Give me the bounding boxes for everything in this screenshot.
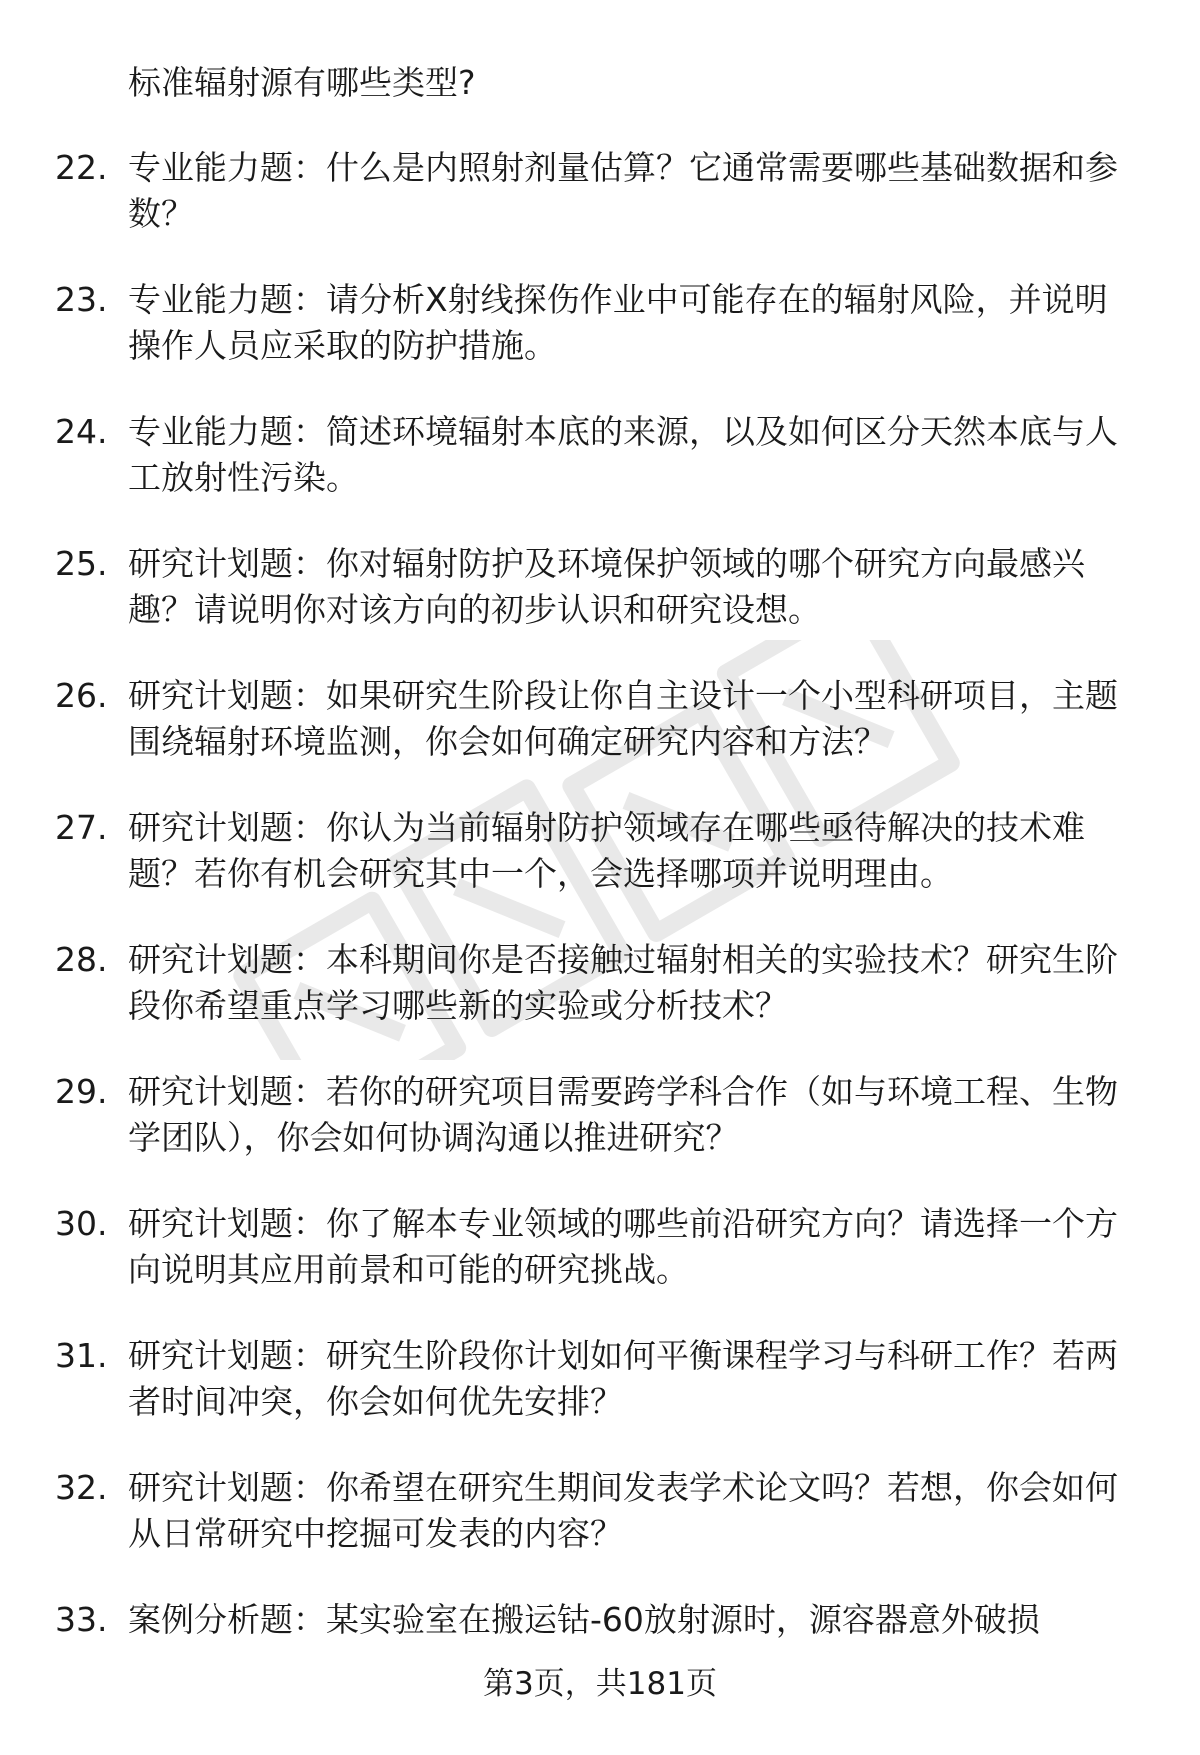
question-text: 研究计划题：你希望在研究生期间发表学术论文吗？若想，你会如何从日常研究中挖掘可发表的内容？	[128, 1468, 1118, 1553]
question-text: 研究计划题：若你的研究项目需要跨学科合作（如与环境工程、生物学团队），你会如何协调沟通以推进研究？	[128, 1072, 1118, 1157]
question-item	[0, 277, 1200, 409]
question-number: 30.	[55, 1204, 108, 1243]
question-number: 25.	[55, 544, 108, 583]
question-number: 33.	[55, 1600, 108, 1639]
question-number: 23.	[55, 280, 108, 319]
question-number: 27.	[55, 808, 108, 847]
question-text: 专业能力题：什么是内照射剂量估算？它通常需要哪些基础数据和参数？	[128, 148, 1118, 233]
page-footer: 第3页，共181页	[483, 1666, 717, 1702]
question-item	[0, 673, 1200, 805]
question-item	[0, 145, 1200, 277]
question-text: 专业能力题：请分析X射线探伤作业中可能存在的辐射风险，并说明操作人员应采取的防护措施。	[128, 280, 1108, 365]
question-number: 26.	[55, 676, 108, 715]
question-item	[0, 805, 1200, 937]
question-item	[0, 1333, 1200, 1465]
question-number: 29.	[55, 1072, 108, 1111]
question-item	[0, 1069, 1200, 1201]
question-text: 专业能力题：简述环境辐射本底的来源，以及如何区分天然本底与人工放射性污染。	[128, 412, 1118, 497]
question-number: 24.	[55, 412, 108, 451]
question-text: 研究计划题：如果研究生阶段让你自主设计一个小型科研项目，主题围绕辐射环境监测，你会如何确定研究内容和方法？	[128, 676, 1118, 761]
question-item	[0, 937, 1200, 1069]
question-text: 案例分析题：某实验室在搬运钴-60放射源时，源容器意外破损	[128, 1600, 1040, 1639]
question-item	[0, 409, 1200, 541]
question-text: 研究计划题：研究生阶段你计划如何平衡课程学习与科研工作？若两者时间冲突，你会如何优先安排？	[128, 1336, 1118, 1421]
lead-text: 标准辐射源有哪些类型?	[128, 63, 476, 102]
question-text: 研究计划题：你对辐射防护及环境保护领域的哪个研究方向最感兴趣？请说明你对该方向的初步认识和研究设想。	[128, 544, 1085, 629]
question-number: 32.	[55, 1468, 108, 1507]
question-text: 研究计划题：你了解本专业领域的哪些前沿研究方向？请选择一个方向说明其应用前景和可能的研究挑战。	[128, 1204, 1118, 1289]
question-item	[0, 1201, 1200, 1333]
question-number: 22.	[55, 148, 108, 187]
question-item	[0, 1465, 1200, 1597]
question-number: 31.	[55, 1336, 108, 1375]
question-text: 研究计划题：本科期间你是否接触过辐射相关的实验技术？研究生阶段你希望重点学习哪些新的实验或分析技术？	[128, 940, 1118, 1025]
question-number: 28.	[55, 940, 108, 979]
question-item	[0, 1597, 1200, 1729]
question-item	[0, 541, 1200, 673]
question-list	[0, 145, 1200, 1729]
question-text: 研究计划题：你认为当前辐射防护领域存在哪些亟待解决的技术难题？若你有机会研究其中一个，会选择哪项并说明理由。	[128, 808, 1085, 893]
